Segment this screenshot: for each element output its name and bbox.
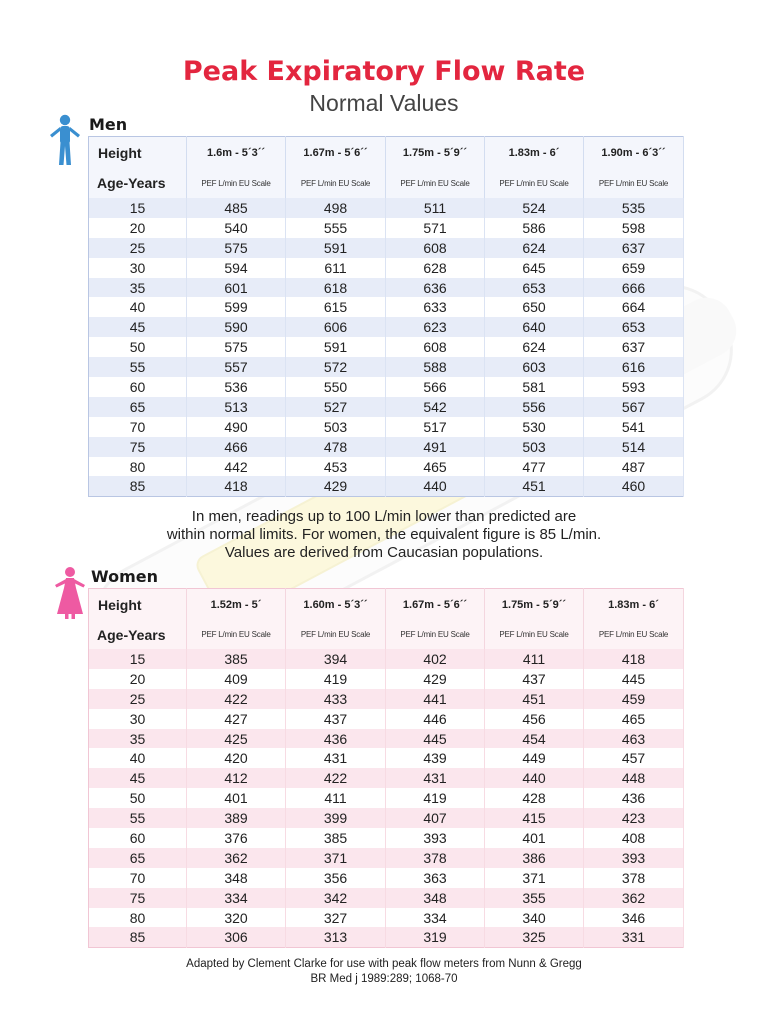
pef-value-cell: 422 <box>286 768 386 788</box>
height-column-header: 1.67m - 5´6´´ <box>386 589 485 621</box>
pef-value-cell: 567 <box>584 397 684 417</box>
age-cell: 15 <box>89 198 187 218</box>
pef-value-cell: 590 <box>187 317 286 337</box>
pef-value-cell: 446 <box>386 709 485 729</box>
table-row <box>89 908 684 928</box>
pef-value-cell: 478 <box>286 437 386 457</box>
age-cell: 85 <box>89 927 187 947</box>
pef-value-cell: 453 <box>286 457 386 477</box>
table-row <box>89 788 684 808</box>
unit-label: PEF L/min EU Scale <box>485 168 584 198</box>
table-row <box>89 808 684 828</box>
table-row <box>89 437 684 457</box>
unit-label: PEF L/min EU Scale <box>584 168 684 198</box>
pef-value-cell: 503 <box>286 417 386 437</box>
pef-value-cell: 485 <box>187 198 286 218</box>
pef-value-cell: 550 <box>286 377 386 397</box>
pef-value-cell: 442 <box>187 457 286 477</box>
age-cell: 75 <box>89 888 187 908</box>
age-cell: 15 <box>89 649 187 669</box>
men-peak-flow-table <box>88 136 684 497</box>
man-figure-icon <box>47 114 83 166</box>
pef-value-cell: 454 <box>485 729 584 749</box>
pef-value-cell: 618 <box>286 278 386 298</box>
pef-value-cell: 624 <box>485 337 584 357</box>
pef-value-cell: 362 <box>187 848 286 868</box>
pef-value-cell: 419 <box>386 788 485 808</box>
pef-value-cell: 664 <box>584 297 684 317</box>
pef-value-cell: 451 <box>485 476 584 496</box>
normal-limits-note <box>0 508 768 562</box>
pef-value-cell: 575 <box>187 238 286 258</box>
pef-value-cell: 637 <box>584 337 684 357</box>
pef-value-cell: 490 <box>187 417 286 437</box>
pef-value-cell: 588 <box>386 357 485 377</box>
pef-value-cell: 633 <box>386 297 485 317</box>
pef-value-cell: 637 <box>584 238 684 258</box>
unit-label: PEF L/min EU Scale <box>187 168 286 198</box>
pef-value-cell: 535 <box>584 198 684 218</box>
pef-value-cell: 371 <box>286 848 386 868</box>
age-cell: 65 <box>89 848 187 868</box>
pef-value-cell: 487 <box>584 457 684 477</box>
age-cell: 80 <box>89 457 187 477</box>
pef-value-cell: 616 <box>584 357 684 377</box>
pef-value-cell: 411 <box>286 788 386 808</box>
pef-value-cell: 456 <box>485 709 584 729</box>
table-row <box>89 828 684 848</box>
pef-value-cell: 385 <box>187 649 286 669</box>
unit-label: PEF L/min EU Scale <box>286 168 386 198</box>
pef-value-cell: 334 <box>386 908 485 928</box>
height-column-header: 1.75m - 5´9´´ <box>485 589 584 621</box>
pef-value-cell: 666 <box>584 278 684 298</box>
pef-value-cell: 503 <box>485 437 584 457</box>
age-years-label: Age-Years <box>89 168 187 198</box>
age-cell: 70 <box>89 417 187 437</box>
pef-value-cell: 593 <box>584 377 684 397</box>
table-row <box>89 198 684 218</box>
table-row <box>89 888 684 908</box>
pef-value-cell: 436 <box>286 729 386 749</box>
age-cell: 35 <box>89 729 187 749</box>
age-cell: 50 <box>89 788 187 808</box>
pef-value-cell: 581 <box>485 377 584 397</box>
pef-value-cell: 437 <box>286 709 386 729</box>
age-cell: 30 <box>89 709 187 729</box>
table-row <box>89 669 684 689</box>
pef-value-cell: 659 <box>584 258 684 278</box>
pef-value-cell: 412 <box>187 768 286 788</box>
pef-value-cell: 440 <box>386 476 485 496</box>
pef-value-cell: 394 <box>286 649 386 669</box>
pef-value-cell: 611 <box>286 258 386 278</box>
pef-value-cell: 440 <box>485 768 584 788</box>
pef-value-cell: 348 <box>386 888 485 908</box>
pef-value-cell: 429 <box>286 476 386 496</box>
pef-value-cell: 385 <box>286 828 386 848</box>
pef-value-cell: 402 <box>386 649 485 669</box>
pef-value-cell: 371 <box>485 868 584 888</box>
footer-line: BR Med j 1989:289; 1068-70 <box>310 973 458 985</box>
pef-value-cell: 418 <box>584 649 684 669</box>
table-row <box>89 258 684 278</box>
pef-value-cell: 439 <box>386 748 485 768</box>
pef-value-cell: 511 <box>386 198 485 218</box>
height-header-row <box>89 137 684 169</box>
age-cell: 80 <box>89 908 187 928</box>
pef-value-cell: 448 <box>584 768 684 788</box>
table-row <box>89 689 684 709</box>
pef-value-cell: 427 <box>187 709 286 729</box>
pef-value-cell: 623 <box>386 317 485 337</box>
height-column-header: 1.52m - 5´ <box>187 589 286 621</box>
pef-value-cell: 603 <box>485 357 584 377</box>
height-column-header: 1.67m - 5´6´´ <box>286 137 386 169</box>
pef-value-cell: 555 <box>286 218 386 238</box>
pef-value-cell: 356 <box>286 868 386 888</box>
pef-value-cell: 536 <box>187 377 286 397</box>
pef-value-cell: 571 <box>386 218 485 238</box>
pef-value-cell: 342 <box>286 888 386 908</box>
table-row <box>89 377 684 397</box>
table-row <box>89 218 684 238</box>
table-row <box>89 297 684 317</box>
pef-value-cell: 514 <box>584 437 684 457</box>
pef-value-cell: 436 <box>584 788 684 808</box>
women-peak-flow-table <box>88 588 684 948</box>
footer-line: Adapted by Clement Clarke for use with peak flow meters from Nunn & Gregg <box>186 958 582 970</box>
table-row <box>89 337 684 357</box>
pef-value-cell: 441 <box>386 689 485 709</box>
age-header-row <box>89 620 684 649</box>
pef-value-cell: 591 <box>286 238 386 258</box>
pef-value-cell: 465 <box>386 457 485 477</box>
pef-value-cell: 428 <box>485 788 584 808</box>
table-row <box>89 709 684 729</box>
table-row <box>89 868 684 888</box>
pef-value-cell: 556 <box>485 397 584 417</box>
height-column-header: 1.60m - 5´3´´ <box>286 589 386 621</box>
age-cell: 45 <box>89 317 187 337</box>
pef-value-cell: 586 <box>485 218 584 238</box>
pef-value-cell: 431 <box>386 768 485 788</box>
pef-value-cell: 422 <box>187 689 286 709</box>
pef-value-cell: 331 <box>584 927 684 947</box>
pef-value-cell: 463 <box>584 729 684 749</box>
height-column-header: 1.83m - 6´ <box>584 589 684 621</box>
pef-value-cell: 628 <box>386 258 485 278</box>
pef-value-cell: 327 <box>286 908 386 928</box>
pef-value-cell: 445 <box>584 669 684 689</box>
age-cell: 40 <box>89 748 187 768</box>
table-row <box>89 417 684 437</box>
pef-value-cell: 401 <box>485 828 584 848</box>
source-footer <box>0 957 768 987</box>
pef-value-cell: 346 <box>584 908 684 928</box>
age-cell: 60 <box>89 377 187 397</box>
pef-value-cell: 650 <box>485 297 584 317</box>
pef-value-cell: 445 <box>386 729 485 749</box>
men-section-label: Men <box>89 115 128 134</box>
note-line: Values are derived from Caucasian populations. <box>224 544 544 561</box>
pef-value-cell: 513 <box>187 397 286 417</box>
pef-value-cell: 524 <box>485 198 584 218</box>
pef-value-cell: 636 <box>386 278 485 298</box>
age-cell: 20 <box>89 669 187 689</box>
pef-value-cell: 320 <box>187 908 286 928</box>
unit-label: PEF L/min EU Scale <box>187 620 286 649</box>
pef-value-cell: 419 <box>286 669 386 689</box>
pef-value-cell: 517 <box>386 417 485 437</box>
table-row <box>89 748 684 768</box>
page-title: Peak Expiratory Flow Rate <box>182 56 586 87</box>
pef-value-cell: 451 <box>485 689 584 709</box>
pef-value-cell: 653 <box>485 278 584 298</box>
table-row <box>89 476 684 496</box>
unit-label: PEF L/min EU Scale <box>386 620 485 649</box>
pef-value-cell: 386 <box>485 848 584 868</box>
pef-value-cell: 465 <box>584 709 684 729</box>
height-column-header: 1.75m - 5´9´´ <box>386 137 485 169</box>
pef-value-cell: 393 <box>584 848 684 868</box>
page-subtitle: Normal Values <box>309 90 459 116</box>
table-row <box>89 848 684 868</box>
pef-value-cell: 572 <box>286 357 386 377</box>
age-cell: 55 <box>89 357 187 377</box>
woman-figure-icon <box>53 566 87 620</box>
height-label: Height <box>89 589 187 621</box>
pef-value-cell: 530 <box>485 417 584 437</box>
age-cell: 65 <box>89 397 187 417</box>
height-label: Height <box>89 137 187 169</box>
pef-value-cell: 591 <box>286 337 386 357</box>
unit-label: PEF L/min EU Scale <box>584 620 684 649</box>
pef-value-cell: 608 <box>386 337 485 357</box>
pef-value-cell: 306 <box>187 927 286 947</box>
pef-value-cell: 313 <box>286 927 386 947</box>
age-cell: 20 <box>89 218 187 238</box>
pef-value-cell: 477 <box>485 457 584 477</box>
age-cell: 35 <box>89 278 187 298</box>
pef-value-cell: 389 <box>187 808 286 828</box>
pef-value-cell: 423 <box>584 808 684 828</box>
age-cell: 50 <box>89 337 187 357</box>
pef-value-cell: 541 <box>584 417 684 437</box>
pef-value-cell: 378 <box>584 868 684 888</box>
pef-value-cell: 378 <box>386 848 485 868</box>
pef-value-cell: 459 <box>584 689 684 709</box>
age-cell: 55 <box>89 808 187 828</box>
height-header-row <box>89 589 684 621</box>
pef-value-cell: 460 <box>584 476 684 496</box>
pef-value-cell: 594 <box>187 258 286 278</box>
pef-value-cell: 624 <box>485 238 584 258</box>
pef-value-cell: 575 <box>187 337 286 357</box>
pef-value-cell: 408 <box>584 828 684 848</box>
pef-value-cell: 437 <box>485 669 584 689</box>
pef-value-cell: 399 <box>286 808 386 828</box>
pef-value-cell: 653 <box>584 317 684 337</box>
pef-value-cell: 598 <box>584 218 684 238</box>
pef-value-cell: 407 <box>386 808 485 828</box>
pef-value-cell: 615 <box>286 297 386 317</box>
unit-label: PEF L/min EU Scale <box>485 620 584 649</box>
pef-value-cell: 393 <box>386 828 485 848</box>
pef-value-cell: 348 <box>187 868 286 888</box>
table-row <box>89 927 684 947</box>
pef-value-cell: 433 <box>286 689 386 709</box>
note-line: within normal limits. For women, the equivalent figure is 85 L/min. <box>166 526 602 543</box>
pef-value-cell: 334 <box>187 888 286 908</box>
table-row <box>89 457 684 477</box>
pef-value-cell: 566 <box>386 377 485 397</box>
pef-value-cell: 466 <box>187 437 286 457</box>
age-cell: 25 <box>89 689 187 709</box>
pef-value-cell: 363 <box>386 868 485 888</box>
pef-value-cell: 411 <box>485 649 584 669</box>
pef-value-cell: 601 <box>187 278 286 298</box>
pef-value-cell: 431 <box>286 748 386 768</box>
pef-value-cell: 418 <box>187 476 286 496</box>
unit-label: PEF L/min EU Scale <box>286 620 386 649</box>
unit-label: PEF L/min EU Scale <box>386 168 485 198</box>
pef-value-cell: 491 <box>386 437 485 457</box>
height-column-header: 1.90m - 6´3´´ <box>584 137 684 169</box>
age-cell: 75 <box>89 437 187 457</box>
table-row <box>89 768 684 788</box>
pef-value-cell: 420 <box>187 748 286 768</box>
pef-value-cell: 599 <box>187 297 286 317</box>
pef-value-cell: 542 <box>386 397 485 417</box>
pef-value-cell: 355 <box>485 888 584 908</box>
note-line: In men, readings up to 100 L/min lower than predicted are <box>191 508 577 525</box>
pef-value-cell: 557 <box>187 357 286 377</box>
pef-value-cell: 409 <box>187 669 286 689</box>
pef-value-cell: 376 <box>187 828 286 848</box>
pef-value-cell: 319 <box>386 927 485 947</box>
age-cell: 85 <box>89 476 187 496</box>
pef-value-cell: 457 <box>584 748 684 768</box>
pef-value-cell: 325 <box>485 927 584 947</box>
pef-value-cell: 498 <box>286 198 386 218</box>
pef-value-cell: 640 <box>485 317 584 337</box>
age-cell: 70 <box>89 868 187 888</box>
table-row <box>89 278 684 298</box>
women-section-label: Women <box>91 567 158 586</box>
height-column-header: 1.6m - 5´3´´ <box>187 137 286 169</box>
pef-value-cell: 608 <box>386 238 485 258</box>
table-row <box>89 357 684 377</box>
pef-value-cell: 425 <box>187 729 286 749</box>
table-row <box>89 729 684 749</box>
table-row <box>89 238 684 258</box>
pef-value-cell: 340 <box>485 908 584 928</box>
table-row <box>89 649 684 669</box>
age-header-row <box>89 168 684 198</box>
table-row <box>89 317 684 337</box>
age-cell: 45 <box>89 768 187 788</box>
pef-value-cell: 449 <box>485 748 584 768</box>
height-column-header: 1.83m - 6´ <box>485 137 584 169</box>
pef-value-cell: 401 <box>187 788 286 808</box>
pef-value-cell: 362 <box>584 888 684 908</box>
pef-value-cell: 429 <box>386 669 485 689</box>
pef-value-cell: 527 <box>286 397 386 417</box>
age-years-label: Age-Years <box>89 620 187 649</box>
pef-value-cell: 415 <box>485 808 584 828</box>
age-cell: 30 <box>89 258 187 278</box>
table-row <box>89 397 684 417</box>
pef-value-cell: 606 <box>286 317 386 337</box>
age-cell: 25 <box>89 238 187 258</box>
pef-value-cell: 645 <box>485 258 584 278</box>
age-cell: 60 <box>89 828 187 848</box>
pef-value-cell: 540 <box>187 218 286 238</box>
age-cell: 40 <box>89 297 187 317</box>
